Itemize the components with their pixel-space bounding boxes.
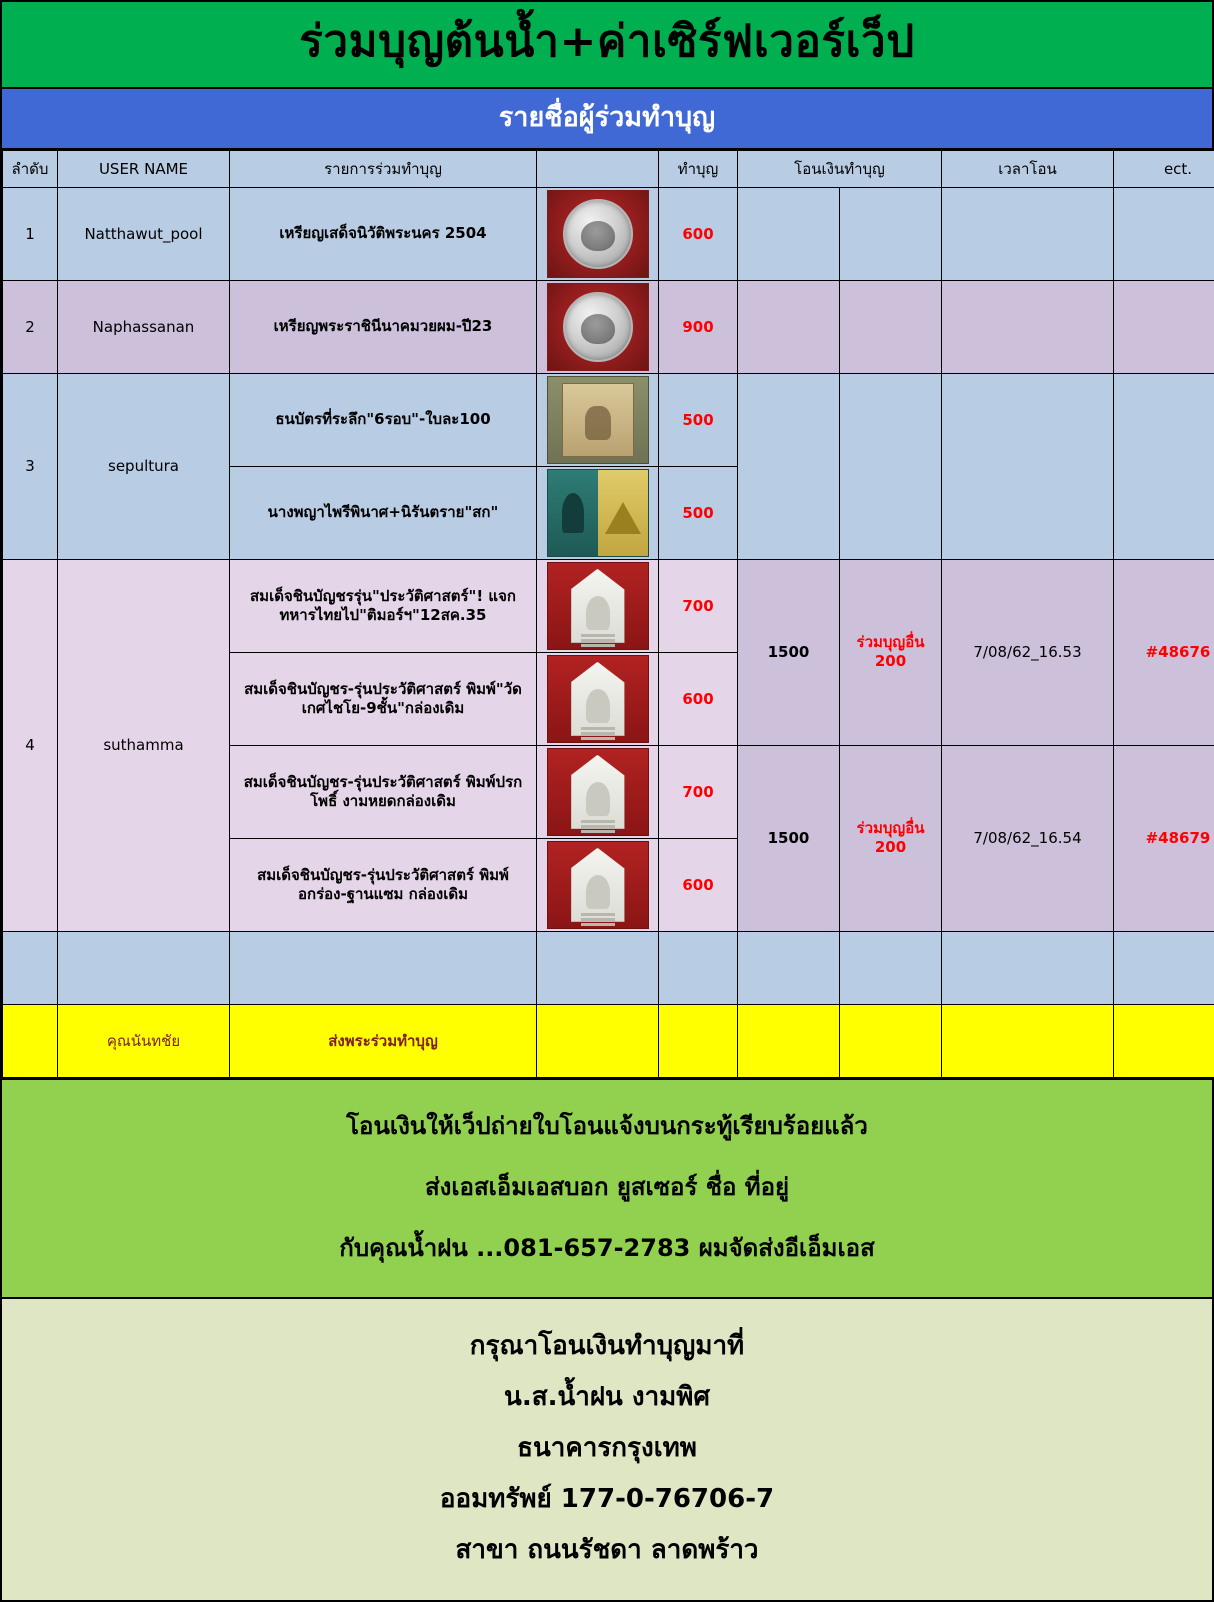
row-item-description: สมเด็จชินบัญชร-รุ่นประวัติศาสตร์ พิมพ์ปรกโพธิ์ งามหยดกล่องเดิม: [230, 745, 537, 838]
page-title: ร่วมบุญต้นน้ำ+ค่าเซิร์ฟเวอร์เว็ป: [2, 16, 1212, 69]
row-transfer-time: 7/08/62_16.53: [942, 559, 1114, 745]
coin-face-shape: [581, 221, 615, 251]
column-header-image: [537, 150, 659, 187]
row-item-description: สมเด็จชินบัญชร-รุ่นประวัติศาสตร์ พิมพ์"วัดเกศไชโย-9ชั้น"กล่องเดิม: [230, 652, 537, 745]
empty-cell-user: [58, 931, 230, 1004]
row-transfer-note: ร่วมบุญอื่น 200: [840, 559, 942, 745]
table-highlight-row: [3, 1004, 1214, 1077]
row-transfer-note: [840, 187, 942, 280]
row-item-image: [537, 838, 659, 931]
somdej-base-shape: [581, 634, 615, 637]
row-transfer-time: [942, 373, 1114, 559]
row-item-description: ธนบัตรที่ระลึก"6รอบ"-ใบละ100: [230, 373, 537, 466]
row-username: suthamma: [58, 559, 230, 931]
row-merit-amount: 600: [659, 838, 738, 931]
row-transfer-time: [942, 280, 1114, 373]
row-transfer-amount: 1500: [738, 745, 840, 931]
row-merit-amount: 600: [659, 652, 738, 745]
banknote-amulet-image: [547, 376, 649, 464]
somdej-base-shape: [581, 913, 615, 916]
row-item-description: สมเด็จชินบัญชร-รุ่นประวัติศาสตร์ พิมพ์อกร่อง-ฐานแซม กล่องเดิม: [230, 838, 537, 931]
empty-cell-desc: [230, 931, 537, 1004]
row-item-image: [537, 652, 659, 745]
coin-face-shape: [581, 314, 615, 344]
highlight-cell-transfer-amount: [738, 1004, 840, 1077]
bank-account-number: ออมทรัพย์ 177-0-76706-7: [2, 1478, 1212, 1519]
banknote-inner-shape: [562, 383, 634, 457]
bank-line-1: กรุณาโอนเงินทำบุญมาที่: [2, 1325, 1212, 1366]
row-merit-amount: 600: [659, 187, 738, 280]
row-ect: #48679: [1114, 745, 1214, 931]
pair-right-shape: [598, 470, 648, 556]
row-transfer-time: 7/08/62_16.54: [942, 745, 1114, 931]
row-merit-amount: 500: [659, 373, 738, 466]
table-head: [3, 150, 1214, 187]
row-item-description: นางพญาไพรีพินาศ+นิรันตราย"สก": [230, 466, 537, 559]
row-ect: [1114, 373, 1214, 559]
highlight-cell-ect: [1114, 1004, 1214, 1077]
pair-amulet-image: [547, 469, 649, 557]
row-username: sepultura: [58, 373, 230, 559]
row-transfer-amount: 1500: [738, 559, 840, 745]
table-empty-row: [3, 931, 1214, 1004]
row-item-image: [537, 559, 659, 652]
somdej-figure-shape: [586, 875, 610, 909]
table-body: [3, 187, 1214, 1077]
instruction-line-3: กับคุณน้ำฝน ...081-657-2783 ผมจัดส่งอีเอ็มเอส: [2, 1228, 1212, 1267]
row-order: 3: [3, 373, 58, 559]
row-item-image: [537, 466, 659, 559]
somdej-amulet-image: [547, 748, 649, 836]
row-transfer-amount: [738, 280, 840, 373]
highlight-cell-time: [942, 1004, 1114, 1077]
highlight-username: คุณนันทชัย: [58, 1004, 230, 1077]
somdej-base-shape: [581, 820, 615, 823]
coin-amulet-image: [547, 190, 649, 278]
table-header-row: [3, 150, 1214, 187]
row-item-image: [537, 373, 659, 466]
row-item-image: [537, 280, 659, 373]
row-item-image: [537, 745, 659, 838]
row-transfer-amount: [738, 373, 840, 559]
highlight-cell-transfer-note: [840, 1004, 942, 1077]
banknote-figure-shape: [585, 406, 611, 440]
row-ect: [1114, 280, 1214, 373]
column-header-time: เวลาโอน: [942, 150, 1114, 187]
column-header-merit: ทำบุญ: [659, 150, 738, 187]
row-transfer-note: [840, 280, 942, 373]
table-row: [3, 280, 1214, 373]
row-username: Natthawut_pool: [58, 187, 230, 280]
somdej-figure-shape: [586, 596, 610, 630]
bank-name: ธนาคารกรุงเทพ: [2, 1427, 1212, 1468]
empty-cell-transfer-note: [840, 931, 942, 1004]
empty-cell-image: [537, 931, 659, 1004]
highlight-cell-merit: [659, 1004, 738, 1077]
section-banner: [2, 89, 1212, 150]
row-order: 2: [3, 280, 58, 373]
table-row: [3, 187, 1214, 280]
row-transfer-note: ร่วมบุญอื่น 200: [840, 745, 942, 931]
column-header-ect: ect.: [1114, 150, 1214, 187]
row-merit-amount: 900: [659, 280, 738, 373]
section-title: รายชื่อผู้ร่วมทำบุญ: [2, 95, 1212, 138]
empty-cell-ect: [1114, 931, 1214, 1004]
instruction-line-2: ส่งเอสเอ็มเอสบอก ยูสเซอร์ ชื่อ ที่อยู่: [2, 1167, 1212, 1206]
somdej-base-shape: [581, 727, 615, 730]
row-order: 4: [3, 559, 58, 931]
row-username: Naphassanan: [58, 280, 230, 373]
somdej-amulet-image: [547, 562, 649, 650]
instruction-line-1: โอนเงินให้เว็ปถ่ายใบโอนแจ้งบนกระทู้เรียบร้อยแล้ว: [2, 1106, 1212, 1145]
somdej-figure-shape: [586, 782, 610, 816]
row-ect: #48676: [1114, 559, 1214, 745]
column-header-username: USER NAME: [58, 150, 230, 187]
table-row: [3, 559, 1214, 652]
highlight-description: ส่งพระร่วมทำบุญ: [230, 1004, 537, 1077]
empty-cell-time: [942, 931, 1114, 1004]
empty-cell-merit: [659, 931, 738, 1004]
bank-branch: สาขา ถนนรัชดา ลาดพร้าว: [2, 1529, 1212, 1570]
somdej-amulet-image: [547, 841, 649, 929]
row-transfer-note: [840, 373, 942, 559]
row-transfer-time: [942, 187, 1114, 280]
coin-amulet-image: [547, 283, 649, 371]
row-merit-amount: 700: [659, 559, 738, 652]
column-header-list: รายการร่วมทำบุญ: [230, 150, 537, 187]
highlight-cell-order: [3, 1004, 58, 1077]
row-item-description: สมเด็จชินบัญชรรุ่น"ประวัติศาสตร์"! แจกทหารไทยไป"ติมอร์ฯ"12สค.35: [230, 559, 537, 652]
column-header-transfer: โอนเงินทำบุญ: [738, 150, 942, 187]
empty-cell-order: [3, 931, 58, 1004]
column-header-order: ลำดับ: [3, 150, 58, 187]
row-ect: [1114, 187, 1214, 280]
pair-left-shape: [548, 470, 598, 556]
row-order: 1: [3, 187, 58, 280]
highlight-cell-image: [537, 1004, 659, 1077]
bank-details-panel: [2, 1299, 1212, 1600]
row-merit-amount: 500: [659, 466, 738, 559]
page-banner: [2, 2, 1212, 89]
row-item-image: [537, 187, 659, 280]
somdej-figure-shape: [586, 689, 610, 723]
row-item-description: เหรียญพระราชินีนาคมวยผม-ปี23: [230, 280, 537, 373]
instructions-panel: [2, 1078, 1212, 1299]
donors-table: [2, 150, 1214, 1078]
somdej-amulet-image: [547, 655, 649, 743]
bank-account-name: น.ส.น้ำฝน งามพิศ: [2, 1376, 1212, 1417]
table-row: [3, 373, 1214, 466]
row-transfer-amount: [738, 187, 840, 280]
row-item-description: เหรียญเสด็จนิวัติพระนคร 2504: [230, 187, 537, 280]
empty-cell-transfer-amount: [738, 931, 840, 1004]
row-merit-amount: 700: [659, 745, 738, 838]
